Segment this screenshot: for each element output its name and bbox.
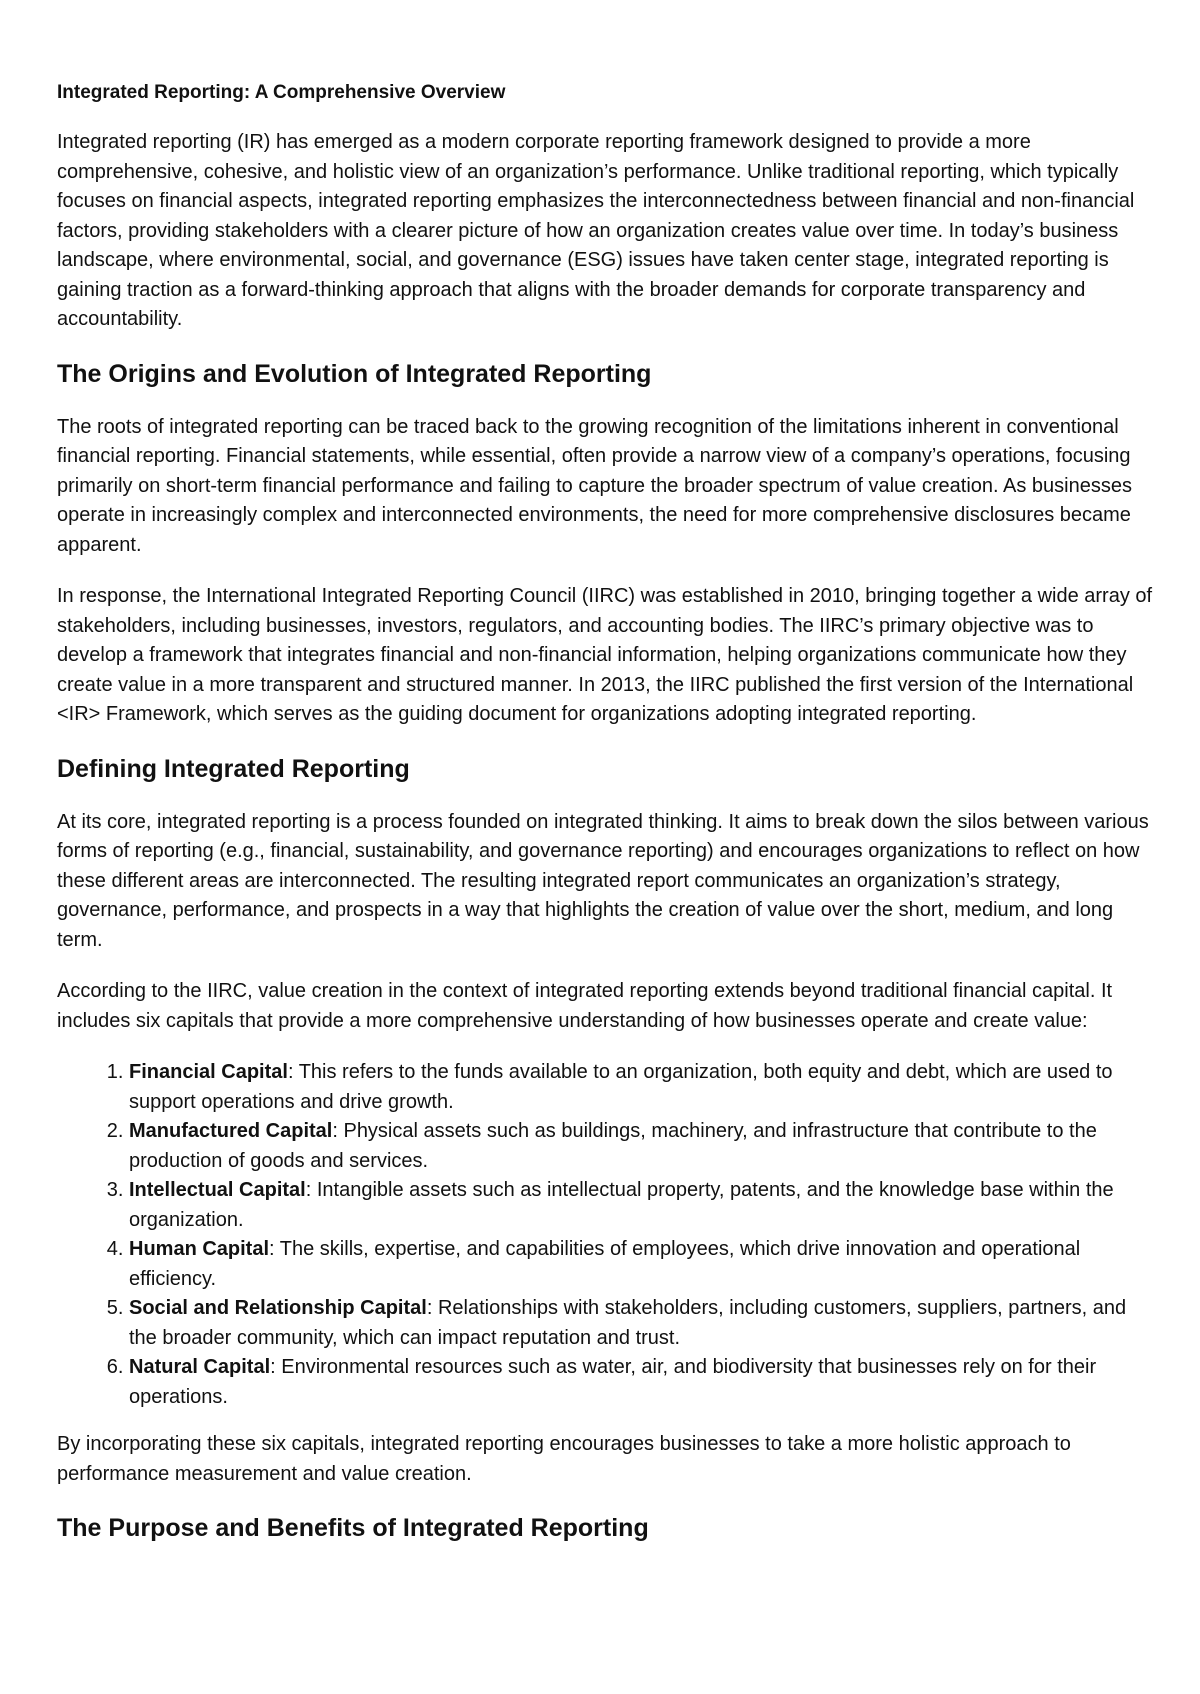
list-item-intellectual-capital bbox=[129, 1176, 1157, 1235]
capital-term: Natural Capital bbox=[129, 1356, 271, 1378]
defining-paragraph-1: At its core, integrated reporting is a process founded on integrated thinking. It aims to break down the silos between various forms of reporting (e.g., financial, sustainability, and governance reporting) and encourages organizations to reflect on how these different areas are interconnected. The resulting integrated report communicates an organization’s strategy, governance, performance, and prospects in a way that highlights the creation of value over the short, medium, and long term. bbox=[57, 810, 1149, 951]
list-item-social-relationship-capital bbox=[129, 1294, 1157, 1353]
defining-paragraph-2: According to the IIRC, value creation in the context of integrated reporting extends beyond traditional financial capital. It includes six capitals that provide a more comprehensive understanding of how businesses operate and create value: bbox=[57, 980, 1113, 1032]
six-capitals-list bbox=[57, 1058, 1157, 1412]
capital-term: Financial Capital bbox=[129, 1061, 288, 1083]
list-item-human-capital bbox=[129, 1235, 1157, 1294]
intro-paragraph: Integrated reporting (IR) has emerged as a modern corporate reporting framework designed to provide a more comprehensive, cohesive, and holistic view of an organization’s performance. Unlike traditional reporting, which typically focuses on financial aspects, integrated reporting emphasizes the interconnectedness between financial and non-financial factors, providing stakeholders with a clearer picture of how an organization creates value over time. In today’s business landscape, where environmental, social, and governance (ESG) issues have taken center stage, integrated reporting is gaining traction as a forward-thinking approach that aligns with the broader demands for corporate transparency and accountability. bbox=[57, 131, 1135, 330]
section-heading-defining: Defining Integrated Reporting bbox=[57, 754, 410, 783]
capital-description: : Environmental resources such as water, air, and biodiversity that businesses rely on for their operations. bbox=[129, 1356, 1097, 1408]
list-item-financial-capital bbox=[129, 1058, 1157, 1117]
capital-term: Intellectual Capital bbox=[129, 1179, 306, 1201]
section-heading-origins: The Origins and Evolution of Integrated Reporting bbox=[57, 359, 652, 388]
list-item-manufactured-capital bbox=[129, 1117, 1157, 1176]
capital-term: Social and Relationship Capital bbox=[129, 1297, 427, 1319]
capital-term: Human Capital bbox=[129, 1238, 270, 1260]
capital-description: : This refers to the funds available to an organization, both equity and debt, which are used to support operations and drive growth. bbox=[129, 1061, 1113, 1113]
capital-term: Manufactured Capital bbox=[129, 1120, 333, 1142]
capital-description: : Physical assets such as buildings, machinery, and infrastructure that contribute to the production of goods and services. bbox=[129, 1120, 1097, 1172]
list-item-natural-capital bbox=[129, 1353, 1157, 1412]
origins-paragraph-2: In response, the International Integrated Reporting Council (IIRC) was established in 2010, bringing together a wide array of stakeholders, including businesses, investors, regulators, and accounting bodies. The IIRC’s primary objective was to develop a framework that integrates financial and non-financial information, helping organizations communicate how they create value in a more transparent and structured manner. In 2013, the IIRC published the first version of the International <IR> Framework, which serves as the guiding document for organizations adopting integrated reporting. bbox=[57, 585, 1153, 725]
document-page bbox=[57, 78, 1157, 1567]
capital-description: : Intangible assets such as intellectual property, patents, and the knowledge base within the organization. bbox=[129, 1179, 1114, 1231]
document-title: Integrated Reporting: A Comprehensive Overview bbox=[57, 82, 506, 103]
section-heading-purpose-benefits: The Purpose and Benefits of Integrated Reporting bbox=[57, 1514, 649, 1542]
capital-description: : The skills, expertise, and capabilities of employees, which drive innovation and operational efficiency. bbox=[129, 1238, 1081, 1290]
origins-paragraph-1: The roots of integrated reporting can be traced back to the growing recognition of the limitations inherent in conventional financial reporting. Financial statements, while essential, often provide a narrow view of a company’s operations, focusing primarily on short-term financial performance and failing to capture the broader spectrum of value creation. As businesses operate in increasingly complex and interconnected environments, the need for more comprehensive disclosures became apparent. bbox=[57, 415, 1132, 556]
defining-closing-paragraph: By incorporating these six capitals, integrated reporting encourages businesses to take a more holistic approach to performance measurement and value creation. bbox=[57, 1433, 1071, 1485]
capital-description: : Relationships with stakeholders, including customers, suppliers, partners, and the broader community, which can impact reputation and trust. bbox=[129, 1297, 1127, 1349]
